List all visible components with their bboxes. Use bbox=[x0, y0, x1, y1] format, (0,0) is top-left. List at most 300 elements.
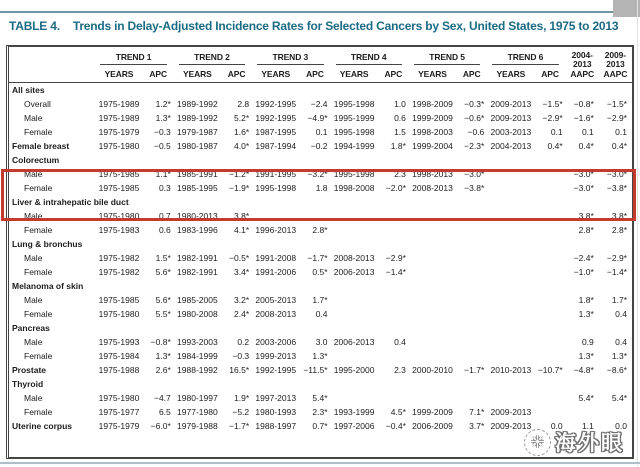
trend-years-cell: 1998-2003 bbox=[412, 127, 453, 137]
aapc-2009-2013-cell: 2.8* bbox=[611, 225, 627, 235]
trend-apc-cell: 0.6 bbox=[394, 113, 406, 123]
trend-years-cell bbox=[487, 209, 534, 223]
trend-years-cell bbox=[409, 321, 456, 335]
trend-apc-cell: 0.7* bbox=[312, 421, 328, 431]
trend-years-cell: 1975-1989 bbox=[98, 113, 140, 123]
aapc-2004-2013-cell: 1.8* bbox=[578, 295, 594, 305]
trend-years-cell bbox=[409, 307, 456, 321]
trend-apc-cell: −0.5* bbox=[229, 253, 250, 263]
trend-apc-cell bbox=[378, 307, 409, 321]
aapc-header-1 bbox=[566, 47, 599, 83]
aapc-2009-2013-cell: 0.4 bbox=[615, 337, 627, 347]
aapc-2004-2013-cell: −4.8* bbox=[573, 365, 594, 375]
trend-apc-cell: 3.2* bbox=[234, 295, 250, 305]
trend-years-cell: 2003-2006 bbox=[255, 337, 297, 347]
incidence-trends-table bbox=[9, 47, 632, 433]
trend-years-cell: 1982-1991 bbox=[177, 253, 218, 263]
trend-apc-cell bbox=[299, 195, 330, 209]
trend-apc-cell: 5.6* bbox=[155, 267, 171, 277]
trend-years-cell bbox=[331, 377, 378, 391]
aapc-2004-2013-cell: 0.4* bbox=[578, 141, 594, 151]
trend-apc-cell: 0.2 bbox=[237, 337, 250, 347]
trend-apc-cell bbox=[534, 83, 565, 98]
top-divider bbox=[0, 11, 613, 13]
trend-years-cell bbox=[331, 195, 378, 209]
bottom-divider bbox=[0, 462, 640, 464]
trend-apc-cell bbox=[221, 321, 252, 335]
site-column-header bbox=[9, 47, 95, 83]
trend-years-cell: 1994-1999 bbox=[333, 141, 375, 151]
trend-apc-cell: −0.4* bbox=[385, 421, 406, 431]
trend-years-cell bbox=[252, 195, 299, 209]
apc-subheader: APC bbox=[456, 65, 487, 83]
trend-years-cell bbox=[409, 251, 456, 265]
trend-apc-cell: 0.4 bbox=[315, 309, 328, 319]
trend-apc-cell bbox=[456, 251, 487, 265]
trend-years-cell: 1975-1985 bbox=[98, 183, 140, 193]
trend-apc-cell bbox=[378, 153, 409, 167]
trend-years-cell bbox=[409, 349, 456, 363]
table-row bbox=[9, 83, 632, 98]
trend-apc-cell bbox=[221, 279, 252, 293]
trend-years-cell: 1992-1995 bbox=[255, 99, 297, 109]
aapc-2004-2013-cell: −3.0* bbox=[573, 183, 594, 193]
site-label: Melanoma of skin bbox=[12, 281, 84, 291]
trend-years-cell: 2006-2013 bbox=[333, 267, 375, 277]
aapc-2009-2013-cell: 3.8* bbox=[611, 211, 627, 221]
trend-apc-cell: −3.2* bbox=[307, 169, 328, 179]
trend-years-cell bbox=[487, 349, 534, 363]
aapc-2009-2013-cell: 5.4* bbox=[611, 393, 627, 403]
aapc-2009-2013-cell: −2.9* bbox=[606, 113, 627, 123]
trend-years-cell: 1991-2008 bbox=[255, 253, 297, 263]
trend-apc-cell: −1.9* bbox=[229, 183, 250, 193]
trend-years-cell: 1988-1992 bbox=[177, 365, 218, 375]
trend-apc-cell: 3.0 bbox=[315, 337, 328, 347]
trend-apc-cell bbox=[143, 83, 174, 98]
trend-years-cell: 1985-1995 bbox=[177, 183, 218, 193]
trend-apc-cell bbox=[456, 223, 487, 237]
header-row-subheaders bbox=[9, 65, 632, 83]
trend-apc-cell bbox=[456, 293, 487, 307]
trend-header-label: TREND 5 bbox=[414, 52, 480, 65]
site-label: Male bbox=[24, 169, 43, 179]
aapc-header-2 bbox=[599, 47, 632, 83]
trend-years-cell: 1993-2003 bbox=[177, 337, 218, 347]
table-row bbox=[9, 167, 632, 181]
table-number-label: TABLE 4. bbox=[9, 19, 60, 33]
aapc-2009-2013-cell: 0.0 bbox=[615, 421, 627, 431]
aapc-2004-2013-cell: 0.9 bbox=[581, 337, 594, 347]
trend-apc-cell: 3.7* bbox=[469, 421, 485, 431]
trend-years-cell: 1987-1995 bbox=[255, 127, 297, 137]
trend-years-cell bbox=[95, 83, 142, 98]
trend-years-cell: 2009-2013 bbox=[490, 99, 532, 109]
site-label: Lung & bronchus bbox=[12, 239, 83, 249]
trend-years-cell: 1984-1999 bbox=[177, 351, 218, 361]
trend-apc-cell: −0.3 bbox=[232, 351, 250, 361]
trend-apc-cell: −0.3 bbox=[153, 127, 171, 137]
trend-apc-cell: −0.3* bbox=[464, 99, 485, 109]
trend-apc-cell: 4.5* bbox=[390, 407, 406, 417]
trend-apc-cell bbox=[299, 237, 330, 251]
trend-years-cell: 1997-2013 bbox=[255, 393, 297, 403]
trend-apc-cell bbox=[378, 209, 409, 223]
trend-years-cell bbox=[252, 279, 299, 293]
trend-apc-cell bbox=[534, 237, 565, 251]
site-label: Colorectum bbox=[12, 155, 60, 165]
trend-apc-cell bbox=[143, 195, 174, 209]
aapc-2009-2013-cell bbox=[599, 405, 632, 419]
aapc-2004-2013-cell: 1.3* bbox=[578, 351, 594, 361]
trend-apc-cell bbox=[456, 279, 487, 293]
trend-years-cell: 1975-1980 bbox=[98, 211, 140, 221]
trend-years-cell: 1975-1985 bbox=[98, 169, 140, 179]
trend-apc-cell bbox=[143, 237, 174, 251]
aapc-2009-2013-cell: 0.4* bbox=[611, 141, 627, 151]
trend-years-cell bbox=[487, 237, 534, 251]
trend-header-label: TREND 1 bbox=[100, 52, 166, 65]
trend-years-cell bbox=[487, 153, 534, 167]
trend-years-cell: 1998-2009 bbox=[412, 99, 453, 109]
site-label: Female bbox=[24, 407, 53, 417]
aapc-2009-2013-cell: −1.4* bbox=[606, 267, 627, 277]
trend-years-cell bbox=[487, 335, 534, 349]
trend-years-cell bbox=[409, 195, 456, 209]
trend-apc-cell: −0.8* bbox=[150, 337, 171, 347]
aapc-2004-2013-cell bbox=[566, 377, 599, 391]
trend-years-cell: 1975-1988 bbox=[98, 365, 140, 375]
trend-years-cell: 2009-2013 bbox=[490, 113, 532, 123]
trend-apc-cell: 5.2* bbox=[234, 113, 250, 123]
site-label: Male bbox=[24, 295, 43, 305]
trend-years-cell bbox=[95, 279, 142, 293]
apc-subheader: APC bbox=[534, 65, 565, 83]
trend-apc-cell: 0.3 bbox=[158, 183, 171, 193]
trend-years-cell: 1980-1993 bbox=[255, 407, 297, 417]
trend-apc-cell bbox=[456, 209, 487, 223]
trend-years-cell bbox=[409, 391, 456, 405]
aapc-2009-2013-cell: −8.6* bbox=[606, 365, 627, 375]
trend-years-cell: 1985-1991 bbox=[177, 169, 218, 179]
aapc-2009-2013-cell: −2.9* bbox=[606, 253, 627, 263]
trend-years-cell: 1992-1995 bbox=[255, 113, 297, 123]
trend-apc-cell bbox=[456, 195, 487, 209]
trend-apc-cell bbox=[534, 251, 565, 265]
aapc-2009-2013-cell bbox=[599, 195, 632, 209]
trend-years-cell bbox=[252, 83, 299, 98]
aapc-2004-2013-cell: −1.0* bbox=[573, 267, 594, 277]
trend-years-cell bbox=[252, 209, 299, 223]
trend-years-cell: 1975-1989 bbox=[98, 99, 140, 109]
trend-apc-cell: −6.0* bbox=[150, 421, 171, 431]
table-row bbox=[9, 237, 632, 251]
trend-years-cell: 2004-2013 bbox=[490, 141, 532, 151]
trend-years-cell bbox=[409, 237, 456, 251]
trend-apc-cell: −10.7* bbox=[537, 365, 563, 375]
trend-years-cell: 1975-1984 bbox=[98, 351, 140, 361]
trend-apc-cell bbox=[456, 349, 487, 363]
trend-header-label: TREND 6 bbox=[492, 52, 558, 65]
trend-years-cell: 1996-2013 bbox=[255, 225, 297, 235]
trend-years-cell: 1985-2005 bbox=[177, 295, 218, 305]
trend-apc-cell: −0.5 bbox=[153, 141, 171, 151]
trend-apc-cell: 5.6* bbox=[155, 295, 171, 305]
trend-header-label: TREND 4 bbox=[336, 52, 402, 65]
aapc-2004-2013-cell: −1.6* bbox=[573, 113, 594, 123]
trend-apc-cell: 1.1* bbox=[155, 169, 171, 179]
trend-years-cell bbox=[174, 153, 221, 167]
trend-apc-cell bbox=[534, 335, 565, 349]
trend-apc-cell: 5.5* bbox=[155, 309, 171, 319]
trend-apc-cell: −2.9* bbox=[385, 253, 406, 263]
trend-years-cell bbox=[487, 279, 534, 293]
trend-years-cell bbox=[409, 279, 456, 293]
trend-years-cell: 1980-1987 bbox=[177, 141, 218, 151]
trend-years-cell bbox=[331, 349, 378, 363]
aapc-2004-2013-cell bbox=[566, 279, 599, 293]
trend-apc-cell: −5.2 bbox=[232, 407, 250, 417]
table-row bbox=[9, 307, 632, 321]
trend-years-cell bbox=[331, 293, 378, 307]
table-row bbox=[9, 125, 632, 139]
trend-years-cell: 1979-1988 bbox=[177, 421, 218, 431]
table-row bbox=[9, 209, 632, 223]
trend-years-cell: 1997-2006 bbox=[333, 421, 375, 431]
site-label: Male bbox=[24, 337, 43, 347]
trend-apc-cell: 1.8 bbox=[315, 183, 328, 193]
trend-header-6 bbox=[487, 47, 565, 65]
trend-apc-cell bbox=[378, 349, 409, 363]
trend-apc-cell: 1.3* bbox=[312, 351, 328, 361]
trend-apc-cell bbox=[299, 153, 330, 167]
trend-apc-cell bbox=[534, 223, 565, 237]
trend-apc-cell: 0.1 bbox=[315, 127, 328, 137]
trend-years-cell: 1989-1992 bbox=[177, 99, 218, 109]
site-label: Female bbox=[24, 127, 53, 137]
trend-apc-cell: 2.4* bbox=[234, 309, 250, 319]
site-label: Overall bbox=[24, 99, 51, 109]
trend-years-cell bbox=[331, 153, 378, 167]
site-label: Female bbox=[24, 225, 53, 235]
table-row bbox=[9, 335, 632, 349]
trend-apc-cell: 4.1* bbox=[234, 225, 250, 235]
trend-apc-cell: −4.7 bbox=[153, 393, 171, 403]
trend-apc-cell bbox=[534, 307, 565, 321]
trend-apc-cell bbox=[299, 279, 330, 293]
aapc-2009-2013-cell: 0.4 bbox=[615, 309, 627, 319]
trend-apc-cell: 0.4* bbox=[547, 141, 563, 151]
trend-years-cell: 1993-1999 bbox=[333, 407, 375, 417]
trend-years-cell: 2008-2013 bbox=[255, 309, 297, 319]
table-row bbox=[9, 321, 632, 335]
trend-years-cell bbox=[409, 223, 456, 237]
trend-apc-cell bbox=[534, 391, 565, 405]
trend-apc-cell: 1.3* bbox=[155, 351, 171, 361]
trend-apc-cell: −2.4 bbox=[310, 99, 328, 109]
trend-apc-cell: 0.1 bbox=[550, 127, 563, 137]
site-label: Female bbox=[24, 183, 53, 193]
years-subheader: YEARS bbox=[252, 65, 299, 83]
trend-years-cell: 1982-1991 bbox=[177, 267, 218, 277]
trend-apc-cell: 4.0* bbox=[234, 141, 250, 151]
trend-apc-cell: −2.3* bbox=[464, 141, 485, 151]
aapc-2004-2013-cell: −2.4* bbox=[573, 253, 594, 263]
trend-years-cell bbox=[487, 307, 534, 321]
site-label: Male bbox=[24, 211, 43, 221]
years-subheader: YEARS bbox=[174, 65, 221, 83]
table-row bbox=[9, 265, 632, 279]
trend-apc-cell bbox=[299, 209, 330, 223]
aapc-2004-2013-cell: −0.8* bbox=[573, 99, 594, 109]
site-label: Female bbox=[24, 267, 53, 277]
aapc-2004-2013-cell bbox=[566, 321, 599, 335]
trend-apc-cell: −2.9* bbox=[542, 113, 563, 123]
trend-apc-cell bbox=[456, 377, 487, 391]
trend-apc-cell bbox=[221, 237, 252, 251]
table-row bbox=[9, 111, 632, 125]
aapc-2004-2013-cell: 2.8* bbox=[578, 225, 594, 235]
trend-apc-cell: −1.7* bbox=[307, 253, 328, 263]
trend-apc-cell bbox=[534, 181, 565, 195]
trend-years-cell bbox=[174, 377, 221, 391]
trend-years-cell: 1983-1996 bbox=[177, 225, 218, 235]
trend-apc-cell: 1.9* bbox=[234, 393, 250, 403]
trend-years-cell: 1980-1997 bbox=[177, 393, 218, 403]
trend-years-cell bbox=[487, 321, 534, 335]
trend-years-cell bbox=[331, 391, 378, 405]
table-title-text: Trends in Delay-Adjusted Incidence Rates for Selected Cancers by Sex, United States, 1975 to 2013 bbox=[72, 19, 619, 33]
site-label: Male bbox=[24, 113, 43, 123]
trend-apc-cell: 0.4 bbox=[394, 337, 406, 347]
aapc-header-line: AAPC bbox=[570, 68, 595, 79]
trend-apc-cell bbox=[534, 293, 565, 307]
trend-years-cell: 2005-2013 bbox=[255, 295, 297, 305]
trend-years-cell bbox=[95, 321, 142, 335]
trend-apc-cell: 0.0 bbox=[550, 421, 563, 431]
table-row bbox=[9, 153, 632, 167]
aapc-2009-2013-cell bbox=[599, 237, 632, 251]
trend-apc-cell bbox=[299, 83, 330, 98]
site-label: Prostate bbox=[12, 365, 47, 375]
years-subheader: YEARS bbox=[409, 65, 456, 83]
trend-apc-cell: 2.6* bbox=[155, 365, 171, 375]
trend-apc-cell: 3.8* bbox=[234, 211, 250, 221]
trend-years-cell bbox=[487, 195, 534, 209]
years-subheader: YEARS bbox=[487, 65, 534, 83]
trend-apc-cell: 16.5* bbox=[229, 365, 250, 375]
trend-years-cell bbox=[331, 223, 378, 237]
trend-years-cell bbox=[95, 377, 142, 391]
trend-apc-cell: −3.8* bbox=[464, 183, 485, 193]
trend-apc-cell: 2.3 bbox=[394, 365, 406, 375]
trend-years-cell: 1991-1995 bbox=[255, 169, 297, 179]
aapc-2004-2013-cell: 3.8* bbox=[578, 211, 594, 221]
aapc-2009-2013-cell: −1.5* bbox=[606, 99, 627, 109]
trend-apc-cell: 1.2* bbox=[155, 99, 171, 109]
trend-years-cell: 1999-2004 bbox=[412, 141, 453, 151]
trend-years-cell bbox=[487, 265, 534, 279]
window-corner-fragment bbox=[613, 0, 640, 17]
aapc-2009-2013-cell bbox=[599, 83, 632, 98]
table-row bbox=[9, 349, 632, 363]
trend-years-cell: 1992-1995 bbox=[255, 365, 297, 375]
table-row bbox=[9, 405, 632, 419]
watermark bbox=[524, 427, 624, 457]
trend-apc-cell bbox=[221, 83, 252, 98]
trend-years-cell bbox=[252, 153, 299, 167]
trend-years-cell: 1998-2008 bbox=[333, 183, 375, 193]
trend-years-cell bbox=[331, 307, 378, 321]
trend-years-cell: 1999-2013 bbox=[255, 351, 297, 361]
trend-apc-cell: −1.4* bbox=[385, 267, 406, 277]
trend-years-cell: 2006-2013 bbox=[333, 337, 375, 347]
trend-years-cell: 1975-1980 bbox=[98, 309, 140, 319]
trend-years-cell: 1975-1980 bbox=[98, 393, 140, 403]
trend-apc-cell: 2.8* bbox=[312, 225, 328, 235]
aapc-2009-2013-cell bbox=[599, 377, 632, 391]
watermark-text: 海外眼 bbox=[555, 432, 624, 455]
trend-apc-cell bbox=[143, 153, 174, 167]
aapc-2009-2013-cell: 1.7* bbox=[611, 295, 627, 305]
trend-years-cell bbox=[487, 167, 534, 181]
aapc-2009-2013-cell: −3.8* bbox=[606, 183, 627, 193]
trend-apc-cell bbox=[456, 321, 487, 335]
trend-apc-cell: −1.7* bbox=[229, 421, 250, 431]
trend-years-cell: 2010-2013 bbox=[490, 365, 532, 375]
table-row bbox=[9, 181, 632, 195]
trend-years-cell bbox=[409, 83, 456, 98]
trend-header-3 bbox=[252, 47, 330, 65]
trend-apc-cell: 3.4* bbox=[234, 267, 250, 277]
trend-apc-cell bbox=[534, 167, 565, 181]
site-label: Uterine corpus bbox=[12, 421, 72, 431]
trend-years-cell: 1991-2006 bbox=[255, 267, 297, 277]
trend-apc-cell bbox=[221, 377, 252, 391]
table-row bbox=[9, 391, 632, 405]
trend-years-cell: 1975-1985 bbox=[98, 295, 140, 305]
table-row bbox=[9, 97, 632, 111]
trend-apc-cell: 1.7* bbox=[312, 295, 328, 305]
aapc-2009-2013-cell: 1.3* bbox=[611, 351, 627, 361]
trend-apc-cell: 1.3* bbox=[155, 113, 171, 123]
table-row bbox=[9, 251, 632, 265]
trend-years-cell: 1979-1987 bbox=[177, 127, 218, 137]
aapc-2004-2013-cell: 0.1 bbox=[581, 127, 594, 137]
trend-apc-cell bbox=[143, 279, 174, 293]
trend-apc-cell: 1.0 bbox=[394, 99, 406, 109]
trend-apc-cell bbox=[378, 223, 409, 237]
aapc-2004-2013-cell: −3.0* bbox=[573, 169, 594, 179]
trend-apc-cell: −4.9* bbox=[307, 113, 328, 123]
aapc-2004-2013-cell: 1.1 bbox=[581, 421, 594, 431]
trend-apc-cell bbox=[534, 405, 565, 419]
trend-apc-cell bbox=[299, 377, 330, 391]
trend-apc-cell: 1.8* bbox=[390, 141, 406, 151]
trend-apc-cell bbox=[378, 391, 409, 405]
trend-years-cell: 1987-1994 bbox=[255, 141, 297, 151]
trend-apc-cell bbox=[221, 153, 252, 167]
trend-apc-cell: −0.6* bbox=[464, 113, 485, 123]
trend-years-cell: 1980-2008 bbox=[177, 309, 218, 319]
trend-header-2 bbox=[174, 47, 252, 65]
trend-apc-cell bbox=[534, 377, 565, 391]
trend-years-cell: 2009-2013 bbox=[490, 407, 532, 417]
trend-years-cell bbox=[174, 195, 221, 209]
trend-apc-cell: −2.0* bbox=[385, 183, 406, 193]
apc-subheader: APC bbox=[143, 65, 174, 83]
site-label: Female breast bbox=[12, 141, 70, 151]
